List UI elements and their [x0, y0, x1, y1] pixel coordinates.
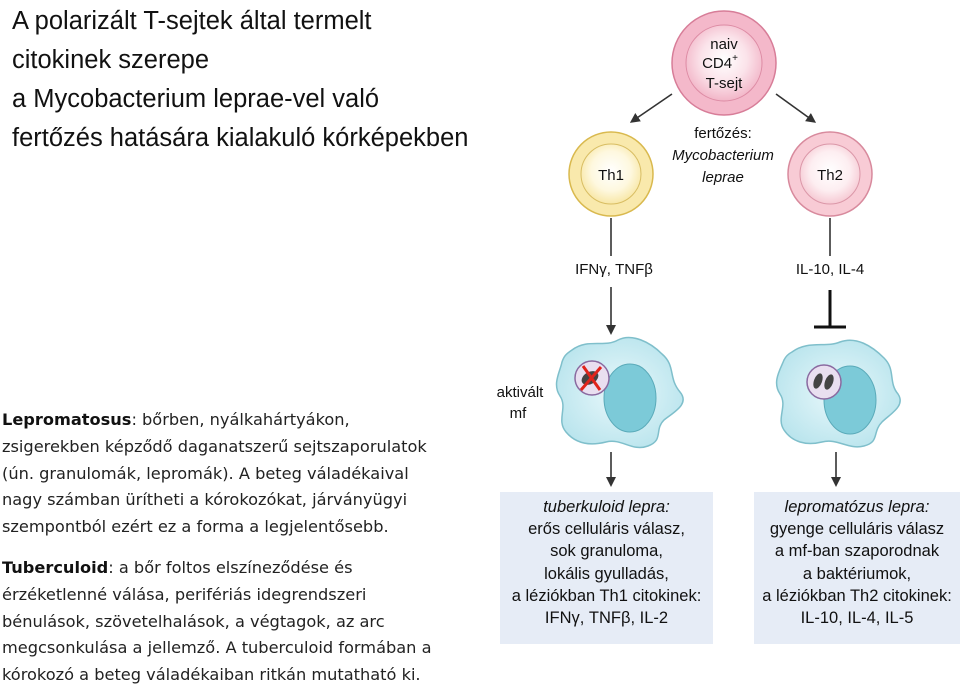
tuberculoid-line-1-rest: : a bőr foltos elszíneződése és: [108, 558, 353, 577]
infection-label-2: Mycobacterium: [672, 147, 774, 164]
lepromatous-result-box: [754, 492, 960, 644]
lepromatosus-line-3: (ún. granulomák, lepromák). A beteg váladékaival: [2, 463, 409, 483]
naive-cell-label-1: naiv: [710, 36, 738, 53]
tuberculoid-line-3: bénulások, szövetelhalások, a végtagok, az arc: [2, 611, 385, 631]
lepromatous-box-line-6: IL-10, IL-4, IL-5: [800, 609, 914, 628]
th2-cell: [788, 132, 872, 216]
naive-cell-label-3: T-sejt: [705, 75, 743, 92]
tuberculoid-box-line-4: lokális gyulladás,: [544, 564, 669, 583]
lepromatosus-line-5: szempontból ezért ez a forma a legjelentősebb.: [2, 517, 389, 537]
naive-cell-cd4: CD4: [702, 55, 733, 72]
activated-mf-label-2: mf: [509, 405, 527, 422]
lepromatosus-line-1-rest: : bőrben, nyálkahártyákon,: [131, 410, 350, 429]
macrophage-activated: [557, 338, 684, 448]
macrophage-nucleus-1: [604, 364, 656, 432]
th1-cytokines: IFNγ, TNFβ: [575, 261, 653, 278]
infection-label: [672, 125, 774, 186]
tuberculoid-box-line-6: IFNγ, TNFβ, IL-2: [544, 609, 669, 628]
lepromatous-box-line-2: gyenge celluláris válasz: [769, 520, 945, 539]
tuberculoid-box-line-1: tuberkuloid lepra:: [543, 498, 670, 516]
phagosome-2: [807, 365, 841, 399]
title-line-4: fertőzés hatására kialakuló kórképekben: [12, 124, 469, 152]
title-line-2: citokinek szerepe: [12, 46, 210, 74]
macrophage-lepromatous: [777, 340, 901, 447]
th1-cell: [569, 132, 653, 216]
lepromatous-box-line-4: a baktériumok,: [802, 564, 912, 583]
tuberculoid-line-5: kórokozó a beteg váladékaiban ritkán mutatható ki.: [2, 665, 421, 685]
tuberculoid-box-line-5: a léziókban Th1 citokinek:: [511, 586, 702, 605]
tuberculoid-result-box: [500, 492, 713, 644]
th2-cytokines: IL-10, IL-4: [795, 261, 865, 278]
tuberculoid-box-line-2: erős celluláris válasz,: [528, 520, 685, 539]
lepromatosus-line-2: zsigerekben képződő daganatszerű sejtszaporulatok: [2, 436, 427, 456]
th1-label: Th1: [598, 167, 624, 184]
naive-t-cell: [672, 11, 776, 115]
tuberculoid-term: Tuberculoid: [2, 558, 109, 577]
lepromatosus-line-4: nagy számban ürítheti a kórokozókat, járványügyi: [2, 490, 408, 510]
lepromatosus-term: Lepromatosus: [2, 410, 132, 429]
activated-mf-label-1: aktivált: [496, 384, 544, 401]
naive-cell-plus: +: [732, 53, 738, 64]
tuberculoid-line-2: érzéketlenné válása, perifériás idegrendszeri: [2, 584, 367, 604]
tuberculoid-box-line-3: sok granuloma,: [550, 542, 663, 561]
title-line-1: A polarizált T-sejtek által termelt: [12, 7, 372, 35]
lepromatous-box-line-1: lepromatózus lepra:: [784, 498, 930, 516]
lepromatous-box-line-3: a mf-ban szaporodnak: [774, 542, 940, 561]
th2-label: Th2: [817, 167, 843, 184]
infection-label-3: leprae: [702, 169, 744, 186]
title-line-3: a Mycobacterium leprae-vel való: [12, 85, 380, 113]
arrow-to-th2: [776, 94, 812, 120]
arrow-to-th1: [634, 94, 672, 120]
infection-label-1: fertőzés:: [694, 125, 752, 142]
tuberculoid-line-4: megcsonkulása a jellemző. A tuberculoid formában a: [2, 638, 432, 658]
lepromatous-box-line-5: a léziókban Th2 citokinek:: [762, 586, 952, 605]
